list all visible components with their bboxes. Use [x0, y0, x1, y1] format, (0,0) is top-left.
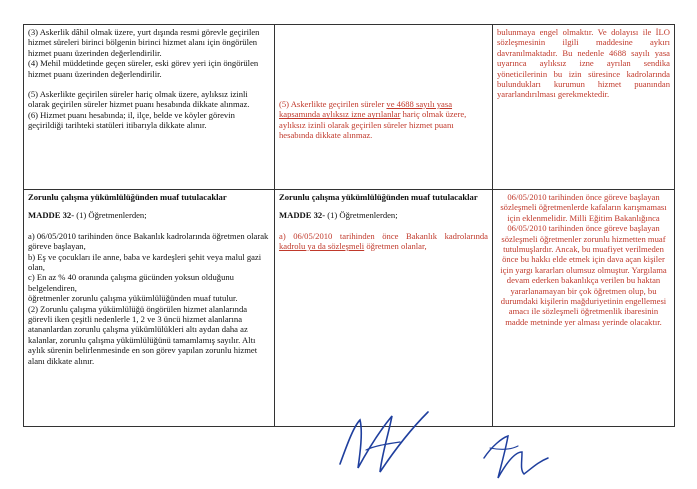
paragraph-6: (6) Hizmet puanı hesabında; il, ilçe, belde ve köyler görevin geçirildiği tarihteki statüleri itibarıyla dikkate alınır. — [28, 109, 235, 131]
signature-2 — [478, 428, 558, 486]
paragraph-2: (2) Zorunlu çalışma yükümlülüğü öngörülen hizmet alanlarında görevli iken çeşitli nedenlerle 1, 2 ve 3 üncü hizmet alanlarına atananlardan zorunlu çalışma yükümlülükleri altı aydan daha az kalanlar, zorunlu çalışma yükümlülüğünü tamamlamış sayılır. Altı aylık sürenin belirlenmesinde en son görev yapılan zorunlu hizmet alanı dikkate alınır. — [28, 303, 258, 366]
paragraph-5: (5) Askerlikte geçirilen süreler hariç olmak üzere, aylıksız izinli olarak geçirilen süreler hizmet puanı hesabında dikkate alınmaz. — [28, 89, 250, 110]
proposed-a-part1: a) 06/05/2010 tarihinden önce Bakanlık kadrolarında — [279, 230, 488, 241]
article-intro: (1) Öğretmenlerden; — [74, 210, 147, 221]
proposed-item-a — [279, 231, 488, 252]
justification-cell — [493, 190, 675, 427]
justification-text: bulunmaya engel olmaktır. Ve dolayısı ile İLO sözleşmesinin ilgili maddesine aykırı davranılmaktadır. Bu nedenle 4688 sayılı yasa uyarınca aylıksız izne ayrılan sendika yöneticilerinin bu izin süresince kadrolarında bulundukları kurumun hizmet puanından yararlandırılması gerekmektedir. — [497, 27, 670, 100]
paragraph-4: (4) Mehil müddetinde geçen süreler, eski görev yeri için öngörülen hizmet puanı üzerinden değerlendirilir. — [28, 58, 259, 79]
proposed-p5-part3: hariç olmak üzere, aylıksız izinli olarak geçirilen süreler hizmet puanı hesabında dikkate alınmaz. — [279, 109, 467, 141]
table-row — [24, 25, 675, 190]
current-text-cell — [24, 25, 275, 190]
article-title — [279, 210, 488, 220]
proposed-text-cell — [275, 190, 493, 427]
current-text-cell — [24, 190, 275, 427]
item-b: b) Eş ve çocukları ile anne, baba ve kardeşleri şehit veya malul gazi olan, — [28, 251, 262, 273]
article-heading: Zorunlu çalışma yükümlülüğünden muaf tutulacaklar — [279, 192, 478, 202]
signature-1 — [330, 402, 450, 482]
article-number: MADDE 32- — [28, 210, 75, 221]
proposed-p5-part1: (5) Askerlikte geçirilen süreler — [279, 99, 387, 109]
article-intro: (1) Öğretmenlerden; — [325, 210, 398, 221]
item-c: c) En az % 40 oranında çalışma gücünden yoksun olduğunu belgelendiren, — [28, 272, 234, 293]
justification-text: 06/05/2010 tarihinden önce göreve başlayan sözleşmeli öğretmenlerde kafaların karışmaması için eklenmelidir. Milli Eğitim Bakanlığınca 06/05/2010 tarihinden önce göreve başlayan sözleşmeli öğretmenler zorunlu hizmetten muaf tutulmuşlardır. Ancak, bu muafiyet verilmeden önce bu hakkı elde etmek için dava açan kişiler için yargı kararları olumsuz olmuştur. Yargılama devam ederken bakanlıkça verilen bu haktan yararlanamayan bir çok öğretmen olup, bu durumdaki kişilerin mağduriyetinin engellemesi amacı ile sözleşmeli öğretmenlik ibaresinin madde metninde yer alması yerinde olacaktır. — [500, 192, 667, 327]
table-row — [24, 190, 675, 427]
proposed-a-underlined: kadrolu ya da sözleşmeli — [279, 241, 365, 252]
article-title — [28, 210, 270, 220]
proposed-text-cell — [275, 25, 493, 190]
item-conclusion: öğretmenler zorunlu çalışma yükümlülüğünden muaf tutulur. — [28, 293, 238, 304]
article-number: MADDE 32- — [279, 210, 326, 221]
justification-cell — [493, 25, 675, 190]
article-heading: Zorunlu çalışma yükümlülüğünden muaf tutulacaklar — [28, 192, 227, 202]
comparison-table — [23, 24, 675, 427]
paragraph-3: (3) Askerlik dâhil olmak üzere, yurt dışında resmi görevle geçirilen hizmet süreleri birinci bölgenin birinci hizmet alanı için öngörülen hizmet puanı üzerinden değerlendirilir. — [28, 27, 260, 58]
proposed-a-part2: öğretmen olanlar, — [364, 241, 427, 252]
proposed-paragraph-5 — [279, 99, 488, 141]
item-a: a) 06/05/2010 tarihinden önce Bakanlık kadrolarında öğretmen olarak göreve başlayan, — [28, 230, 269, 252]
proposed-p5-underlined: ve 4688 sayılı yasa kapsamında aylıksız izne ayrılanlar — [279, 99, 453, 120]
